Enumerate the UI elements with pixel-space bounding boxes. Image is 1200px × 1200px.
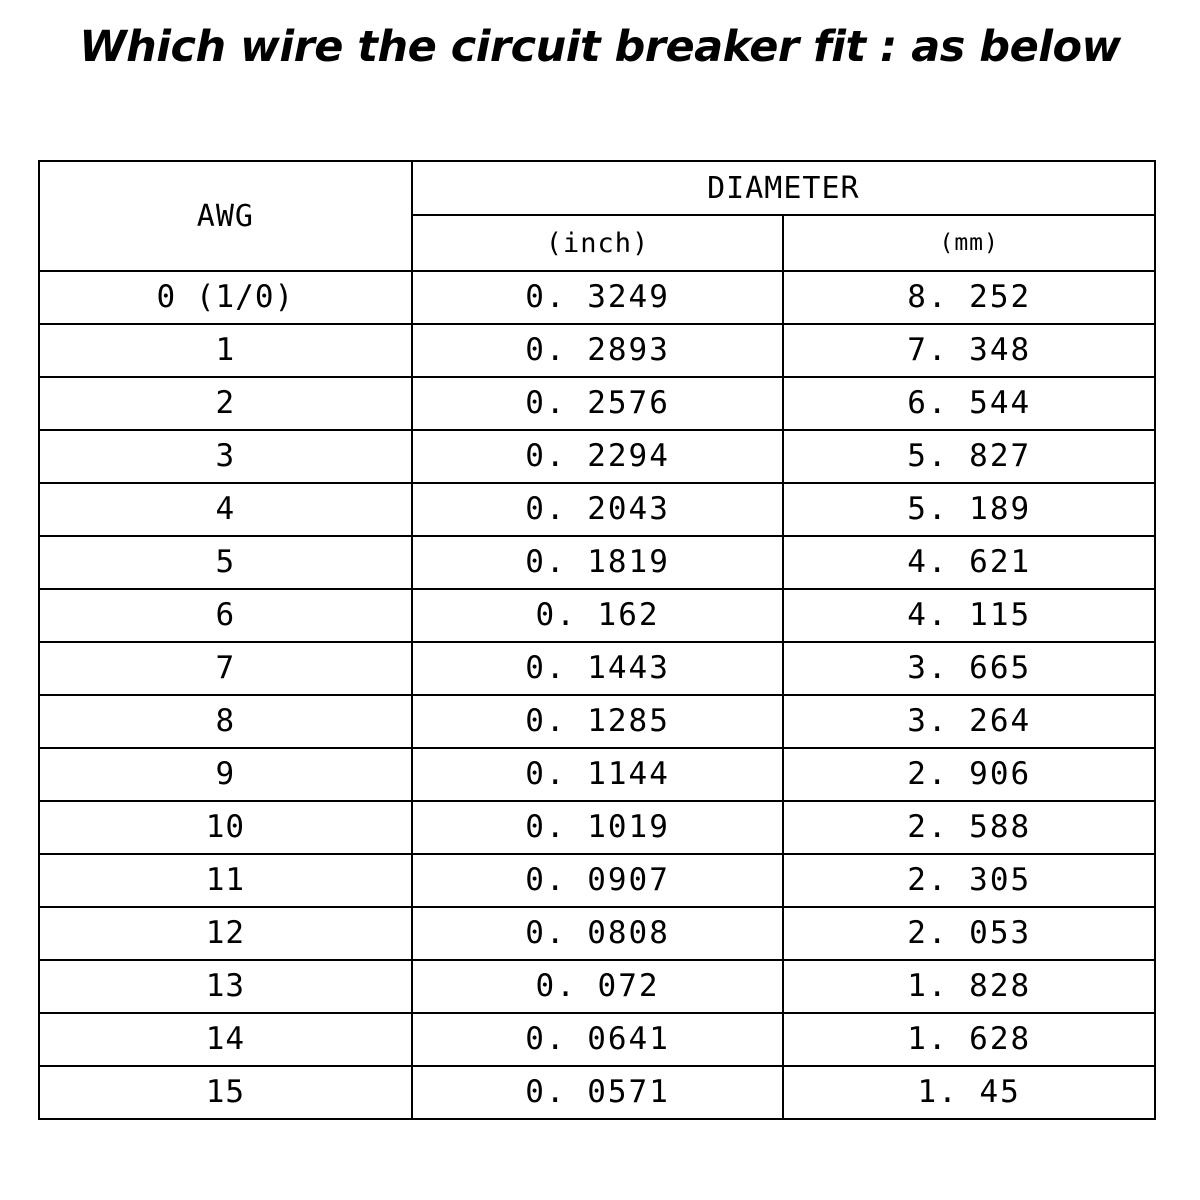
cell-diameter-inch: 0. 0808 <box>412 907 784 960</box>
cell-diameter-inch: 0. 162 <box>412 589 784 642</box>
table-row <box>39 1066 1155 1119</box>
cell-awg: 13 <box>39 960 412 1013</box>
cell-diameter-mm: 4. 115 <box>783 589 1155 642</box>
cell-diameter-mm: 2. 305 <box>783 854 1155 907</box>
cell-diameter-mm: 3. 264 <box>783 695 1155 748</box>
cell-awg: 10 <box>39 801 412 854</box>
cell-diameter-inch: 0. 2893 <box>412 324 784 377</box>
cell-diameter-mm: 2. 053 <box>783 907 1155 960</box>
cell-diameter-mm: 4. 621 <box>783 536 1155 589</box>
cell-diameter-inch: 0. 1285 <box>412 695 784 748</box>
table-row <box>39 324 1155 377</box>
table-row <box>39 960 1155 1013</box>
table-row <box>39 642 1155 695</box>
table-row <box>39 483 1155 536</box>
table-row <box>39 430 1155 483</box>
awg-diameter-table <box>38 160 1156 1120</box>
column-header-awg: AWG <box>39 161 412 271</box>
awg-diameter-table-container <box>38 160 1156 1120</box>
table-row <box>39 854 1155 907</box>
cell-diameter-inch: 0. 1819 <box>412 536 784 589</box>
cell-diameter-inch: 0. 2043 <box>412 483 784 536</box>
cell-awg: 3 <box>39 430 412 483</box>
cell-awg: 6 <box>39 589 412 642</box>
table-row <box>39 907 1155 960</box>
cell-diameter-inch: 0. 1443 <box>412 642 784 695</box>
cell-diameter-mm: 1. 828 <box>783 960 1155 1013</box>
table-row <box>39 748 1155 801</box>
cell-diameter-inch: 0. 3249 <box>412 271 784 324</box>
cell-awg: 7 <box>39 642 412 695</box>
cell-awg: 1 <box>39 324 412 377</box>
cell-diameter-inch: 0. 0571 <box>412 1066 784 1119</box>
cell-diameter-inch: 0. 072 <box>412 960 784 1013</box>
table-row <box>39 589 1155 642</box>
cell-diameter-mm: 5. 827 <box>783 430 1155 483</box>
cell-awg: 2 <box>39 377 412 430</box>
table-header-row-top <box>39 161 1155 215</box>
cell-diameter-mm: 1. 45 <box>783 1066 1155 1119</box>
cell-awg: 12 <box>39 907 412 960</box>
cell-diameter-mm: 3. 665 <box>783 642 1155 695</box>
table-row <box>39 377 1155 430</box>
cell-awg: 4 <box>39 483 412 536</box>
table-row <box>39 1013 1155 1066</box>
cell-diameter-inch: 0. 2576 <box>412 377 784 430</box>
cell-diameter-mm: 6. 544 <box>783 377 1155 430</box>
column-header-diameter: DIAMETER <box>412 161 1155 215</box>
cell-diameter-mm: 1. 628 <box>783 1013 1155 1066</box>
table-row <box>39 536 1155 589</box>
cell-diameter-mm: 7. 348 <box>783 324 1155 377</box>
cell-diameter-inch: 0. 2294 <box>412 430 784 483</box>
table-body <box>39 271 1155 1119</box>
cell-diameter-mm: 2. 906 <box>783 748 1155 801</box>
cell-diameter-inch: 0. 1144 <box>412 748 784 801</box>
cell-diameter-mm: 2. 588 <box>783 801 1155 854</box>
cell-diameter-inch: 0. 1019 <box>412 801 784 854</box>
cell-diameter-inch: 0. 0907 <box>412 854 784 907</box>
cell-diameter-inch: 0. 0641 <box>412 1013 784 1066</box>
cell-awg: 11 <box>39 854 412 907</box>
page-title: Which wire the circuit breaker fit : as below <box>79 22 1121 72</box>
cell-awg: 5 <box>39 536 412 589</box>
cell-awg: 8 <box>39 695 412 748</box>
cell-awg: 15 <box>39 1066 412 1119</box>
cell-diameter-mm: 5. 189 <box>783 483 1155 536</box>
table-row <box>39 695 1155 748</box>
cell-diameter-mm: 8. 252 <box>783 271 1155 324</box>
column-header-inch: (inch) <box>412 215 784 271</box>
cell-awg: 14 <box>39 1013 412 1066</box>
table-row <box>39 801 1155 854</box>
table-row <box>39 271 1155 324</box>
cell-awg: 0 (1/0) <box>39 271 412 324</box>
table-header <box>39 161 1155 271</box>
cell-awg: 9 <box>39 748 412 801</box>
column-header-mm: (mm) <box>783 215 1155 271</box>
